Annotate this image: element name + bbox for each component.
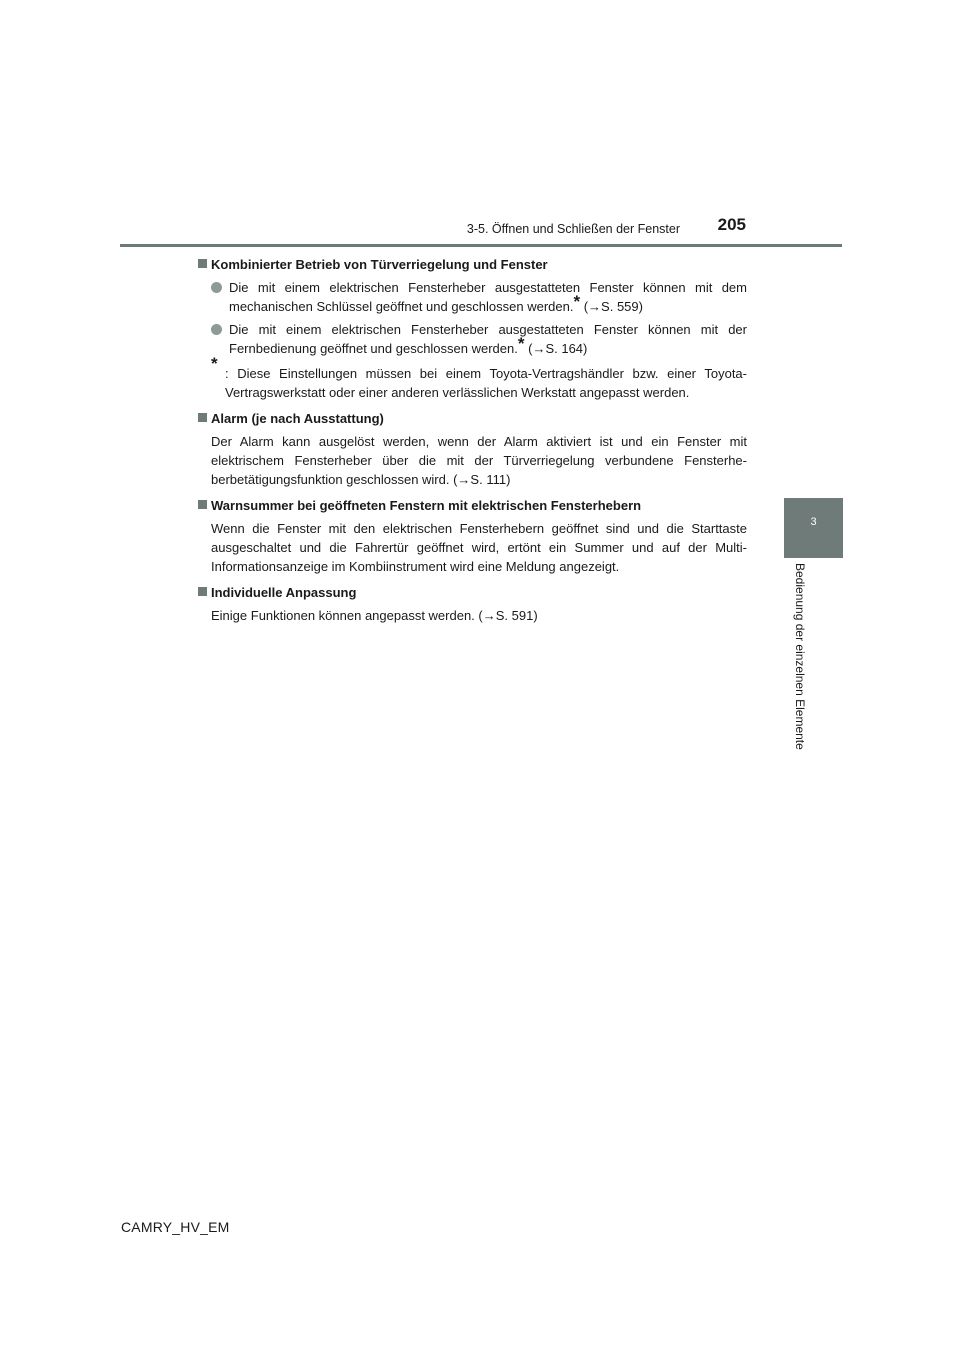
model-code: CAMRY_HV_EM xyxy=(121,1219,230,1235)
section-combined-operation xyxy=(211,255,747,402)
section-customization xyxy=(211,583,747,625)
chapter-side-label xyxy=(784,563,814,773)
chapter-tab xyxy=(784,498,843,558)
section-body: Wenn die Fenster mit den elektrischen Fensterhebern geöffnet sind und die Starttaste ausgeschaltet und die Fahrertür geöffnet wird, ertönt ein Summer und auf der Multi-Informationsanzeige im Kombiinstrument wird eine Meldung angezeigt. xyxy=(211,521,747,574)
section-body: Der Alarm kann ausgelöst werden, wenn der Alarm aktiviert ist und ein Fenster mit elektrischem Fensterheber über die mit der Türverriegelung verbundene Fensterhe-berbetätigungsfunktion geschlossen wird. (→S. 111) xyxy=(211,434,747,487)
chapter-number: 3 xyxy=(810,516,817,528)
footnote-marker: * xyxy=(573,292,581,311)
footnote-marker: * xyxy=(517,334,525,353)
footnote: * : Diese Einstellungen müssen bei einem Toyota-Vertragshändler bzw. einer Toyota-Vertragswerkstatt oder einer anderen verlässlichen Werkstatt angepasst werden. xyxy=(211,354,747,400)
page-number: 205 xyxy=(717,215,746,234)
round-bullet-icon xyxy=(211,324,222,335)
section-title: 3-5. Öffnen und Schließen der Fenster xyxy=(466,222,680,236)
section-heading: Warnsummer bei geöffneten Fenstern mit elektrischen Fensterhebern xyxy=(198,496,747,515)
round-bullet-icon xyxy=(211,282,222,293)
list-item-text: Die mit einem elektrischen Fensterheber ausgestatteten Fenster können mit dem mechanischen Schlüssel geöffnet und geschlossen werden. xyxy=(229,280,747,314)
square-bullet-icon xyxy=(198,500,207,509)
footnote-text: : Diese Einstellungen müssen bei einem Toyota-Vertragshändler bzw. einer Toyota-Vertragswerkstatt oder einer anderen verlässlichen Werkstatt angepasst werden. xyxy=(225,366,747,400)
page-content xyxy=(211,255,747,632)
list-item-text: Die mit einem elektrischen Fensterheber ausgestatteten Fenster können mit der Fernbedienung geöffnet und geschlossen werden. xyxy=(229,322,747,356)
section-warning-buzzer xyxy=(211,496,747,576)
page-header xyxy=(120,212,842,247)
square-bullet-icon xyxy=(198,587,207,596)
section-alarm xyxy=(211,409,747,489)
square-bullet-icon xyxy=(198,413,207,422)
section-heading: Kombinierter Betrieb von Türverriegelung und Fenster xyxy=(198,255,747,274)
chapter-title: Bedienung der einzelnen Elemente xyxy=(793,563,807,750)
square-bullet-icon xyxy=(198,259,207,268)
section-body: Einige Funktionen können angepasst werden. (→S. 591) xyxy=(211,608,538,623)
list-item xyxy=(211,320,747,358)
section-heading: Individuelle Anpassung xyxy=(198,583,747,602)
section-heading: Alarm (je nach Ausstattung) xyxy=(198,409,747,428)
page-reference: (→S. 559) xyxy=(580,299,643,314)
page-reference: (→S. 164) xyxy=(524,341,588,356)
list-item xyxy=(211,278,747,316)
